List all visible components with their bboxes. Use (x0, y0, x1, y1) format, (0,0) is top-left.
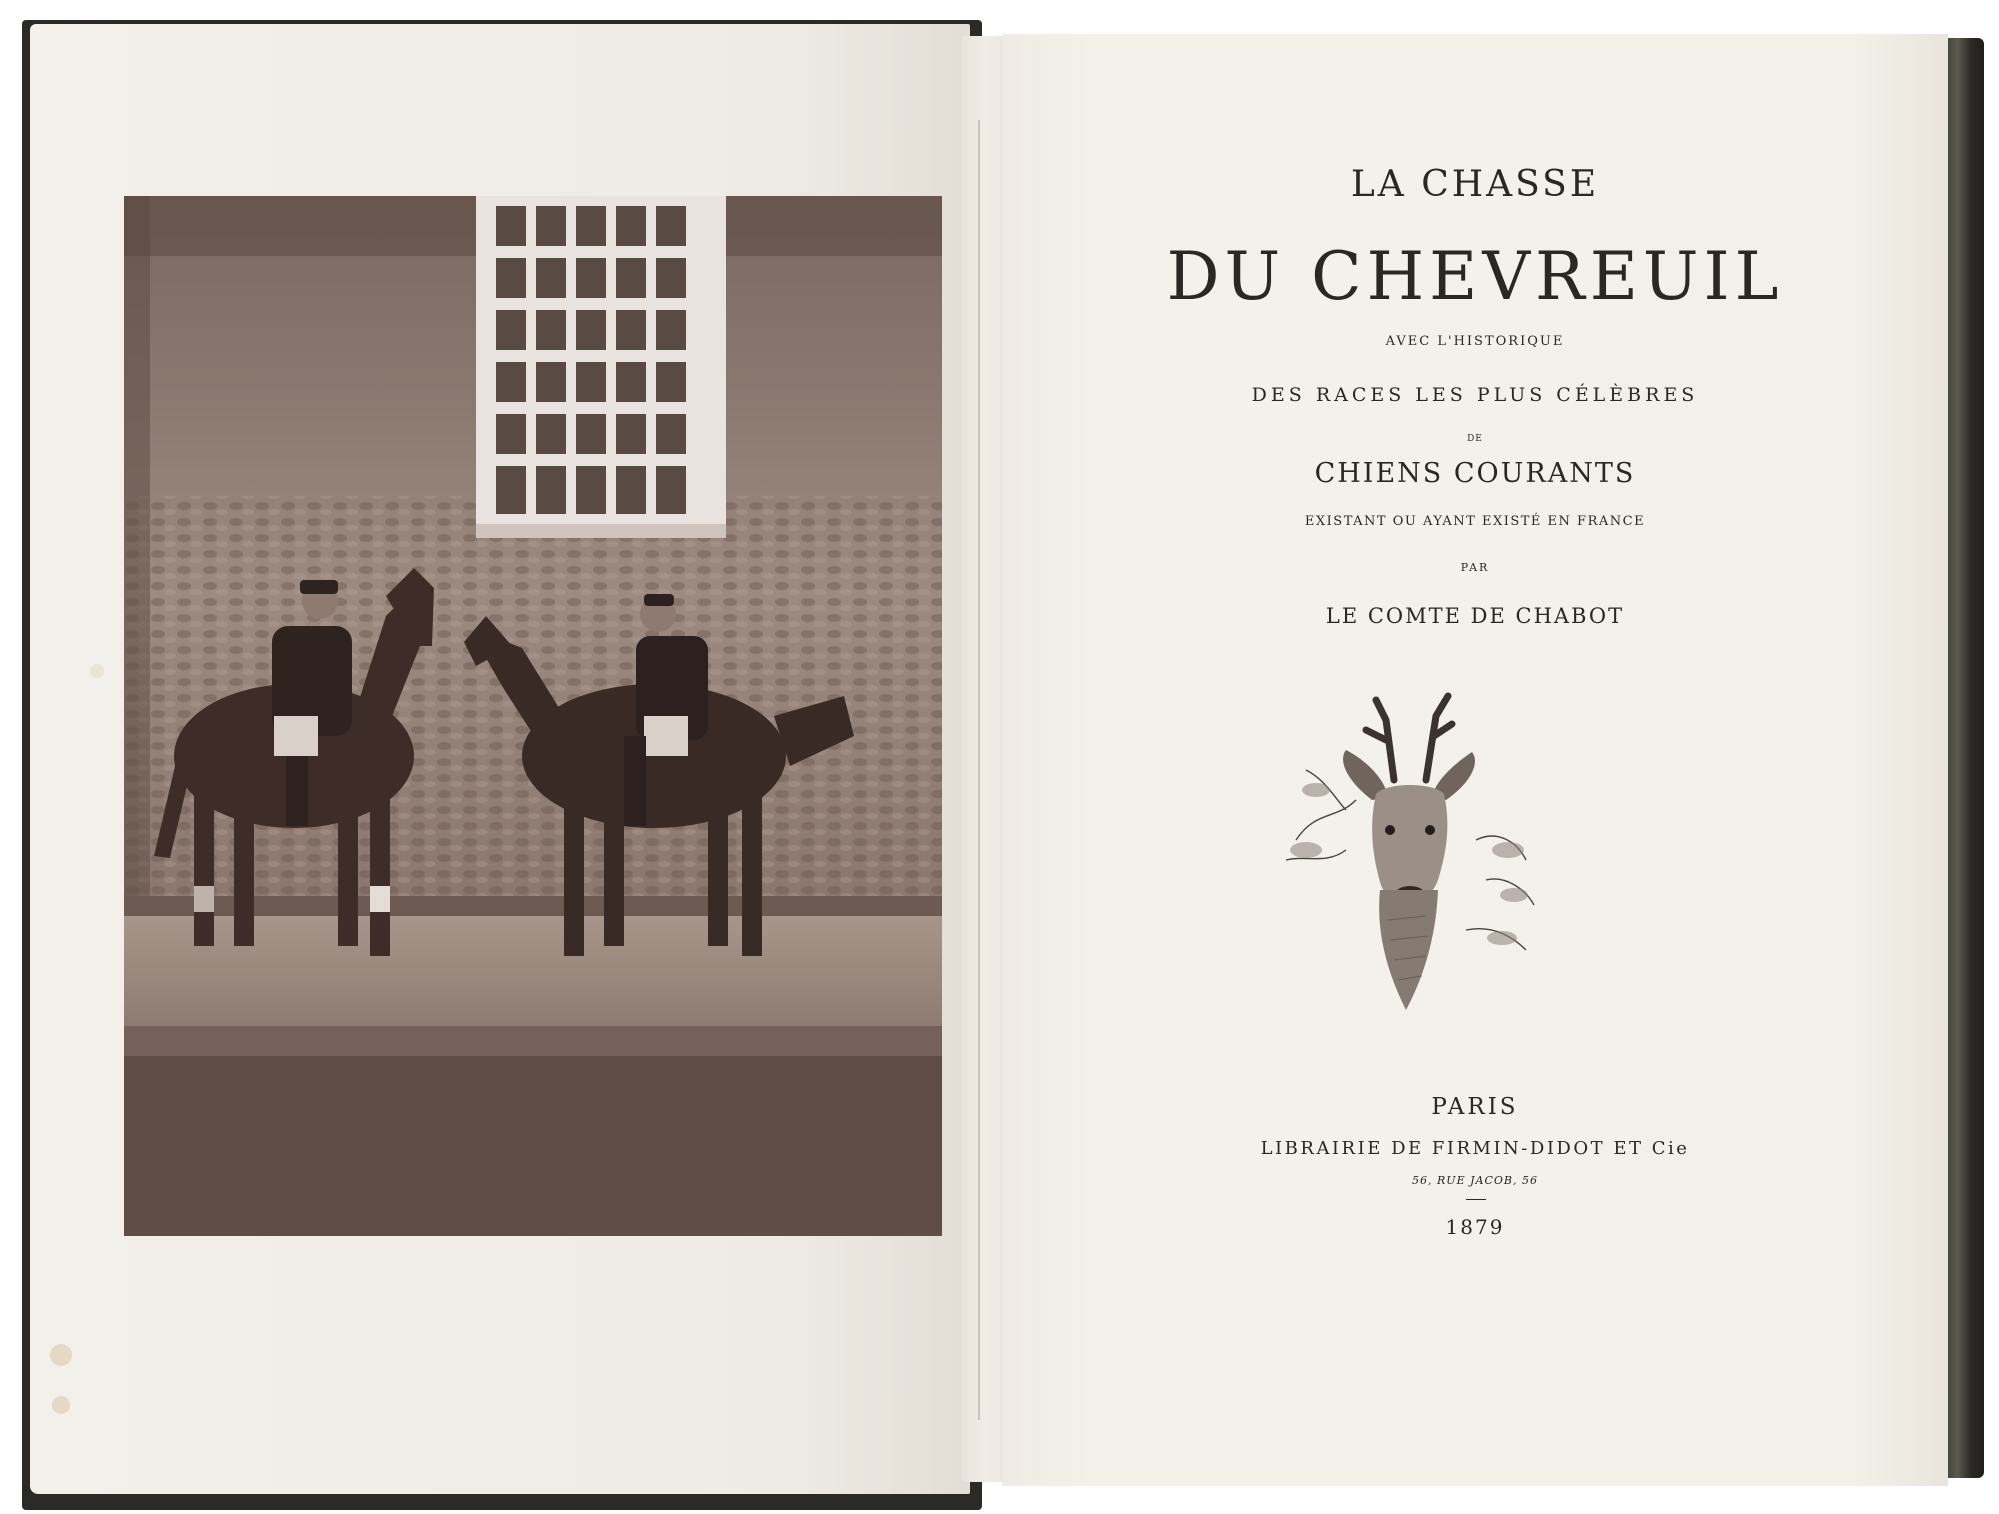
roe-deer-head-engraving-icon (1276, 690, 1540, 1020)
frontispiece-photograph (124, 196, 942, 1236)
foxing-stain (90, 664, 104, 678)
subtitle-chiens-courants: CHIENS COURANTS (1314, 458, 1636, 489)
title-line-du-chevreuil: DU CHEVREUIL (1166, 238, 1784, 315)
imprint-rule (1466, 1199, 1486, 1200)
title-line-la-chasse: LA CHASSE (1350, 164, 1600, 205)
foxing-stain (52, 1396, 70, 1414)
imprint-address: 56, RUE JACOB, 56 (1412, 1174, 1538, 1187)
subtitle-de: DE (1467, 434, 1483, 444)
photograph-two-horsemen-icon (124, 196, 942, 1236)
subtitle-des-races: DES RACES LES PLUS CÉLÈBRES (1251, 384, 1699, 406)
subtitle-avec-historique: AVEC L'HISTORIQUE (1385, 334, 1565, 349)
foxing-stain (50, 1344, 72, 1366)
subtitle-existant: EXISTANT OU AYANT EXISTÉ EN FRANCE (1304, 514, 1646, 529)
byline-par: PAR (1460, 561, 1490, 574)
imprint-year: 1879 (1445, 1215, 1505, 1239)
vignette (1276, 690, 1540, 1020)
author-name: LE COMTE DE CHABOT (1325, 604, 1625, 628)
imprint-city: PARIS (1431, 1094, 1519, 1120)
imprint-publisher: LIBRAIRIE DE FIRMIN-DIDOT ET Cie (1260, 1138, 1690, 1159)
gutter-fold (978, 120, 980, 1420)
